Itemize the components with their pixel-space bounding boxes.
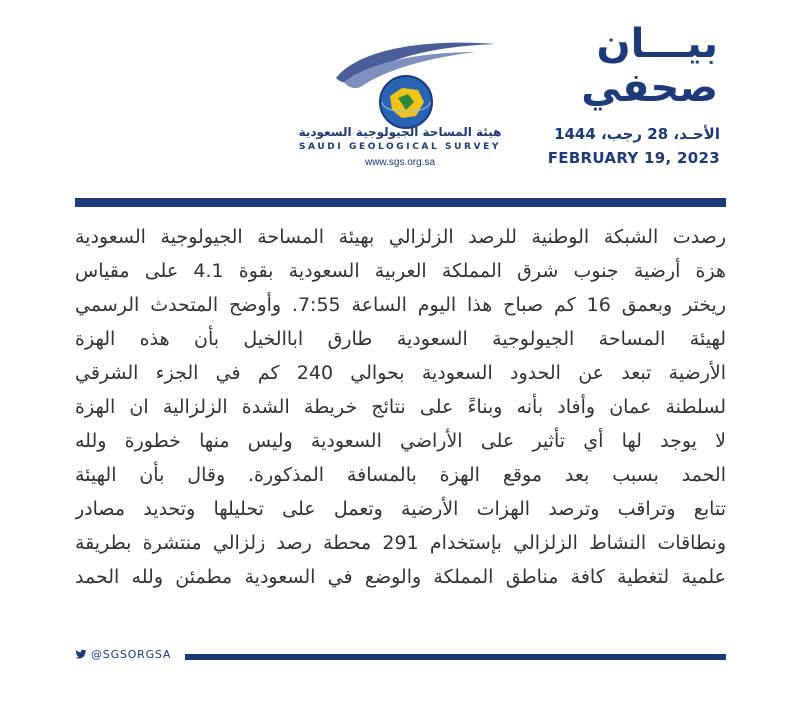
date-arabic: الأحـد، 28 رجب، 1444	[554, 125, 720, 143]
body-line: ريختر وبعمق 16 كم صباح هذا اليوم الساعة 7:55. وأوضح المتحدث الرسمي	[75, 294, 726, 316]
sgs-logo-emblem	[286, 30, 516, 130]
body-line: لا يوجد لها أي تأثير على الأراضي السعودية وليس منها خطورة ولله	[75, 430, 726, 452]
organization-name-english: SAUDI GEOLOGICAL SURVEY	[298, 142, 501, 152]
date-english: FEBRUARY 19, 2023	[547, 149, 720, 167]
organization-name-arabic: هيئة المساحة الجيولوجية السعودية	[298, 125, 502, 139]
body-line: علمية لتغطية كافة مناطق المملكة والوضع في السعودية مطمئن ولله الحمد	[75, 566, 726, 588]
body-line: ونطاقات النشاط الزلزالي بإستخدام 291 محطة رصد زلزالي منتشرة بطريقة	[75, 532, 726, 554]
twitter-icon	[75, 649, 87, 660]
body-line: لسلطنة عمان وأفاد بأنه وبناءً على نتائج خريطة الشدة الزلزالية ان الهزة	[75, 396, 726, 418]
body-line: الحمد بسبب بعد موقع الهزة بالمسافة المذكورة. وقال بأن الهيئة	[75, 464, 726, 486]
body-line: تتابع وتراقب وترصد الهزات الأرضية وتعمل على تحليلها وتحديد مصادر	[75, 498, 726, 520]
footer-divider	[185, 654, 726, 660]
twitter-handle-text: @SGSORGSA	[91, 648, 172, 661]
header-divider	[75, 198, 726, 207]
title-line-2: صحفي	[581, 65, 718, 111]
press-release-body	[75, 220, 726, 594]
footer	[75, 648, 726, 666]
body-line: رصدت الشبكة الوطنية للرصد الزلزالي بهيئة المساحة الجيولوجية السعودية	[75, 226, 726, 248]
body-line: لهيئة المساحة الجيولوجية السعودية طارق اباالخيل بأن هذه الهزة	[75, 328, 726, 350]
organization-website[interactable]: www.sgs.org.sa	[364, 157, 436, 168]
body-line: هزة أرضية جنوب شرق المملكة العربية السعودية بقوة 4.1 على مقياس	[75, 260, 726, 282]
body-line: الأرضية تبعد عن الحدود السعودية بحوالي 240 كم في الجزء الشرقي	[75, 362, 726, 384]
press-release-title	[558, 22, 718, 110]
twitter-handle[interactable]	[75, 648, 171, 661]
title-line-1: بيـــان	[596, 21, 718, 67]
